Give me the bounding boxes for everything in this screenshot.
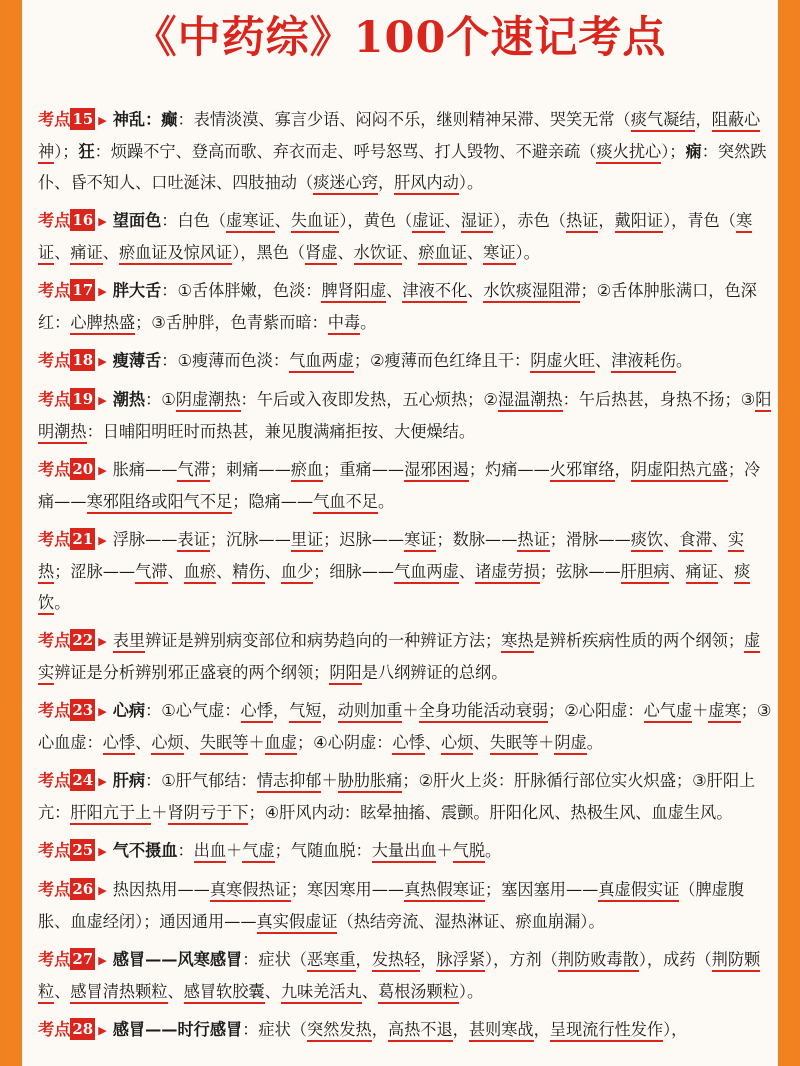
key-term: 气脱 — [453, 841, 485, 863]
page — [22, 0, 778, 1066]
exam-point-number: 22 — [72, 631, 94, 649]
exam-point-item — [38, 625, 774, 688]
body-text: ；灼痛—— — [468, 460, 550, 479]
exam-point-number: 17 — [72, 281, 94, 299]
body-text: ），赤色（ — [493, 211, 566, 230]
body-text: 、 — [444, 211, 461, 230]
body-text: 、 — [183, 733, 200, 752]
exam-point-number: 15 — [72, 110, 94, 128]
key-term: 气滞 — [177, 460, 209, 482]
body-text: （脾虚腹胀、血虚经闭）；通因通用—— — [38, 880, 745, 931]
key-term: 表里 — [113, 631, 145, 653]
key-term: 水饮证 — [354, 243, 403, 265]
body-text: ：白色（ — [161, 211, 227, 230]
exam-point-label: 考点 — [38, 950, 71, 969]
body-text: 、 — [167, 562, 184, 581]
key-term: 阻蔽心神 — [38, 110, 760, 164]
body-text: 、 — [424, 733, 442, 752]
body-text: ， — [272, 701, 290, 720]
triangle-arrow-icon: ▶ — [98, 775, 107, 788]
body-text: 、 — [274, 211, 291, 230]
key-term: 瘀血 — [291, 460, 323, 482]
key-term: 火邪窜络 — [550, 460, 615, 482]
body-text: ）； — [54, 142, 79, 161]
key-term: 寒证 — [38, 211, 752, 265]
key-term: 气短 — [289, 701, 321, 723]
exam-point-item — [38, 454, 774, 517]
triangle-arrow-icon: ▶ — [98, 355, 107, 368]
key-term: 阳明潮热 — [38, 390, 771, 444]
key-term: 热证 — [517, 530, 549, 552]
key-term: 表证 — [177, 530, 209, 552]
key-term: 水饮痰湿阻滞 — [483, 281, 580, 303]
key-term: 恶寒重 — [307, 950, 356, 972]
exam-point-label: 考点 — [38, 110, 71, 129]
topic-heading: 气不摄血 — [112, 841, 178, 860]
body-text: 、 — [402, 243, 419, 262]
key-term: 肾虚 — [305, 243, 337, 265]
topic-heading: 癫 — [161, 110, 178, 129]
triangle-arrow-icon: ▶ — [98, 534, 107, 547]
body-text: ）。 — [458, 173, 484, 192]
key-term: 寒证 — [404, 530, 436, 552]
key-term: 气虚 — [242, 841, 274, 863]
body-text: 胀痛—— — [112, 460, 178, 479]
exam-point-label: 考点 — [38, 701, 71, 720]
key-term: 食滞 — [679, 530, 711, 552]
body-text: ；弦脉—— — [539, 562, 621, 581]
body-text: ＋ — [692, 701, 709, 720]
topic-heading: 肝病 — [112, 771, 146, 790]
exam-point-label: 考点 — [38, 880, 71, 899]
topic-heading: 胖大舌 — [112, 281, 162, 300]
body-text: ， — [321, 701, 338, 720]
exam-point-number: 25 — [72, 841, 94, 859]
exam-point-number: 28 — [72, 1020, 94, 1038]
exam-point-label: 考点 — [38, 211, 71, 230]
key-term: 阴虚阳热亢盛 — [631, 460, 728, 482]
body-text: ），黄色（ — [339, 211, 413, 230]
exam-point-item — [38, 874, 774, 937]
exam-point-number: 21 — [72, 530, 94, 548]
key-term: 气血不足 — [313, 492, 378, 514]
body-text: ；滑脉—— — [549, 530, 631, 549]
body-text: ：突然跌仆、昏不知人、口吐涎沫、四肢抽动（ — [38, 142, 767, 192]
key-term: 湿温潮热 — [498, 390, 563, 412]
body-text: 。 — [675, 351, 693, 370]
key-term: 血虚 — [265, 733, 297, 755]
key-term: 真热假寒证 — [404, 880, 485, 902]
topic-heading: 感冒——风寒感冒 — [112, 950, 243, 969]
body-text: 浮脉—— — [112, 530, 178, 549]
body-text: ＋ — [248, 733, 265, 752]
exam-point-number: 27 — [72, 950, 94, 968]
body-text: 、 — [717, 562, 735, 581]
key-term: 肝风内动 — [394, 173, 459, 195]
body-text: ＋ — [402, 701, 419, 720]
body-text: ：①肝气郁结： — [145, 771, 257, 790]
topic-heading: 望面色 — [112, 211, 162, 230]
key-term: 气滞 — [135, 562, 167, 584]
key-term: 胁肋胀痛 — [338, 771, 403, 793]
body-text: ；刺痛—— — [209, 460, 291, 479]
body-text: ；④心阴虚： — [297, 733, 393, 752]
triangle-arrow-icon: ▶ — [98, 884, 107, 897]
body-text: 、 — [458, 562, 476, 581]
key-term: 心脾热盛 — [70, 313, 135, 335]
body-text: ；④肝风内动：眩晕抽搐、震颤。肝阳化风、热极生风、血虚生风。 — [248, 803, 733, 822]
body-text: 、 — [54, 982, 71, 1001]
body-text: ；③舌肿胖，色青紫而暗： — [135, 313, 328, 332]
key-term: 痛证 — [686, 562, 718, 584]
key-term: 津液耗伤 — [611, 351, 676, 373]
key-term: 动则加重 — [338, 701, 403, 723]
key-term: 失眠等 — [490, 733, 539, 755]
exam-point-number: 20 — [72, 460, 94, 478]
exam-point-number: 18 — [72, 351, 94, 369]
key-term: 呈现流行性发作 — [550, 1020, 663, 1042]
body-text: ；气随血脱： — [274, 841, 372, 860]
key-term: 阴虚 — [554, 733, 586, 755]
key-term: 寒证 — [483, 243, 515, 265]
triangle-arrow-icon: ▶ — [98, 635, 107, 648]
body-text: ， — [695, 110, 712, 129]
exam-point-label: 考点 — [38, 390, 71, 409]
body-text: ， — [377, 173, 395, 192]
key-term: 心烦 — [441, 733, 473, 755]
key-term: 肝阳亢于上 — [70, 803, 151, 825]
triangle-arrow-icon: ▶ — [98, 705, 107, 718]
body-text: ；塞因塞用—— — [485, 880, 599, 899]
key-term: 湿证 — [461, 211, 493, 233]
body-text: 、 — [337, 243, 354, 262]
key-term: 发热轻 — [372, 950, 421, 972]
exam-point-number: 24 — [72, 771, 94, 789]
body-text: ；重痛—— — [323, 460, 405, 479]
body-text: ；③心血虚： — [38, 701, 772, 752]
body-text: ， — [452, 1020, 469, 1039]
body-text: ：① — [145, 390, 176, 409]
body-text: 、 — [711, 530, 728, 549]
key-term: 荆防败毒散 — [558, 950, 639, 972]
key-term: 虚寒证 — [226, 211, 275, 233]
body-text: 、 — [54, 243, 71, 262]
exam-point-label: 考点 — [38, 631, 71, 650]
key-term: 出血 — [194, 841, 226, 863]
exam-point-number: 19 — [72, 390, 94, 408]
body-text: 。 — [586, 733, 603, 752]
key-term: 阴虚火旺 — [530, 351, 595, 373]
body-text: ；②舌体肿胀满口，色深红： — [38, 281, 757, 332]
key-term: 高热不退 — [388, 1020, 453, 1042]
body-text: 。 — [377, 492, 395, 511]
topic-heading: 感冒——时行感冒 — [112, 1020, 243, 1039]
exam-point-item — [38, 524, 774, 618]
body-text: ：日晡阳明旺时而热甚，兼见腹满痛拒按、大便燥结。 — [86, 422, 476, 441]
body-text: ；②瘦薄而色红绛且干： — [353, 351, 531, 370]
key-term: 津液不化 — [402, 281, 467, 303]
exam-point-item — [38, 1014, 774, 1046]
topic-heading: 痫 — [685, 142, 702, 161]
exam-point-item — [38, 384, 774, 447]
body-text: 、 — [467, 281, 484, 300]
key-term: 突然发热 — [307, 1020, 372, 1042]
triangle-arrow-icon: ▶ — [98, 114, 107, 127]
key-term: 虚寒 — [708, 701, 740, 723]
body-text: ；寒因寒用—— — [290, 880, 405, 899]
exam-point-label: 考点 — [38, 530, 71, 549]
key-term: 真寒假热证 — [210, 880, 291, 902]
body-text: ：①瘦薄而色淡： — [161, 351, 290, 370]
topic-heading: 瘦薄舌 — [112, 351, 162, 370]
key-term: 气血两虚 — [289, 351, 354, 373]
body-text: ），青色（ — [663, 211, 736, 230]
key-term: 痛证 — [70, 243, 102, 265]
triangle-arrow-icon: ▶ — [98, 464, 107, 477]
body-text: ：①心气虚： — [145, 701, 241, 720]
key-term: 真实假虚证 — [257, 912, 338, 934]
body-text: ， — [355, 950, 372, 969]
topic-heading: 神乱： — [112, 110, 162, 129]
body-text: ：症状（ — [242, 950, 307, 969]
body-text: ： — [177, 841, 194, 860]
body-text: ：午后或入夜即发热，五心烦热；② — [240, 390, 498, 409]
key-term: 心悸 — [392, 733, 424, 755]
exam-point-number: 16 — [72, 211, 94, 229]
exam-point-number: 26 — [72, 880, 94, 898]
body-text: 热因热用—— — [112, 880, 210, 899]
body-text: ）。 — [515, 243, 540, 262]
triangle-arrow-icon: ▶ — [98, 1024, 107, 1037]
key-term: 痰饮 — [38, 562, 750, 615]
body-text: ＋ — [538, 733, 555, 752]
body-text: ， — [533, 1020, 550, 1039]
exam-point-label: 考点 — [38, 460, 71, 479]
key-term: 阴阳 — [329, 663, 361, 685]
exam-point-label: 考点 — [38, 841, 71, 860]
key-term: 脾肾阳虚 — [321, 281, 386, 303]
body-text: 。 — [54, 593, 71, 612]
body-text: ）。 — [458, 982, 484, 1001]
key-term: 失眠等 — [200, 733, 249, 755]
key-term: 热证 — [566, 211, 598, 233]
body-text: ；细脉—— — [313, 562, 395, 581]
exam-point-number: 23 — [72, 701, 94, 719]
key-term: 痰饮 — [631, 530, 663, 552]
key-term: 全身功能活动衰弱 — [419, 701, 549, 723]
topic-heading: 狂 — [78, 142, 95, 161]
key-term: 阴虚潮热 — [176, 390, 241, 412]
key-term: 血少 — [281, 562, 313, 584]
body-text: 辨证是辨别病变部位和病势趋向的一种辨证方法； — [145, 631, 502, 650]
key-term: 虚实 — [38, 631, 760, 685]
exam-point-item — [38, 835, 774, 867]
key-term: 寒热 — [501, 631, 533, 653]
body-text: ：午后热甚，身热不扬；③ — [562, 390, 756, 409]
key-term: 虚证 — [412, 211, 444, 233]
topic-heading: 心病 — [112, 701, 146, 720]
body-text: 、 — [135, 733, 152, 752]
content-list — [38, 104, 774, 1053]
triangle-arrow-icon: ▶ — [98, 845, 107, 858]
exam-point-item — [38, 944, 774, 1007]
body-text: ）， — [663, 1020, 688, 1039]
body-text: 、 — [361, 982, 378, 1001]
key-term: 心气虚 — [644, 701, 693, 723]
body-text: ， — [420, 950, 437, 969]
body-text: ），方剂（ — [485, 950, 558, 969]
key-term: 心烦 — [151, 733, 183, 755]
key-term: 瘀血证 — [418, 243, 467, 265]
body-text: 、 — [663, 530, 680, 549]
body-text: 是八纲辨证的总纲。 — [361, 663, 508, 682]
body-text: ；②心阳虚： — [548, 701, 644, 720]
body-text: ：症状（ — [242, 1020, 307, 1039]
body-text: ， — [614, 460, 631, 479]
key-term: 心悸 — [241, 701, 273, 723]
key-term: 九味羌活丸 — [281, 982, 362, 1004]
body-text: 、 — [669, 562, 686, 581]
body-text: ；涩脉—— — [54, 562, 136, 581]
key-term: 中毒 — [328, 313, 360, 335]
body-text: ， — [371, 1020, 388, 1039]
page-title: 《中药综》100个速记考点 — [133, 13, 667, 63]
body-text: ， — [598, 211, 615, 230]
exam-point-item — [38, 345, 774, 377]
body-text: ；数脉—— — [436, 530, 518, 549]
key-term: 甚则寒战 — [469, 1020, 534, 1042]
key-term: 血瘀 — [184, 562, 216, 584]
body-text: 、 — [473, 733, 490, 752]
body-text: 是辨析疾病性质的两个纲领； — [533, 631, 745, 650]
key-term: 湿邪困遏 — [404, 460, 469, 482]
key-term: 戴阳证 — [615, 211, 664, 233]
exam-point-label: 考点 — [38, 281, 71, 300]
key-term: 荆防颗粒 — [38, 950, 760, 1004]
exam-point-item — [38, 205, 774, 268]
key-term: 大量出血 — [372, 841, 437, 863]
key-term: 感冒清热颗粒 — [70, 982, 167, 1004]
body-text: 、 — [167, 982, 184, 1001]
exam-point-item — [38, 104, 774, 198]
body-text: 、 — [386, 281, 403, 300]
key-term: 心悸 — [103, 733, 135, 755]
exam-point-item — [38, 695, 774, 758]
body-text: 、 — [216, 562, 233, 581]
triangle-arrow-icon: ▶ — [98, 215, 107, 228]
exam-point-item — [38, 275, 774, 338]
body-text: ）； — [661, 142, 686, 161]
body-text: 辨证是分析辨别邪正盛衰的两个纲领； — [54, 663, 330, 682]
key-term: 真虚假实证 — [598, 880, 679, 902]
body-text: ；冷痛—— — [38, 460, 761, 511]
key-term: 痰迷心窍 — [313, 173, 378, 195]
exam-point-item — [38, 765, 774, 828]
key-term: 痰气凝结 — [631, 110, 696, 132]
body-text: ；沉脉—— — [209, 530, 291, 549]
body-text: ＋ — [226, 841, 243, 860]
key-term: 肾阴亏于下 — [168, 803, 249, 825]
body-text: 、 — [595, 351, 612, 370]
exam-point-label: 考点 — [38, 351, 71, 370]
body-text: ；隐痛—— — [232, 492, 314, 511]
key-term: 失血证 — [291, 211, 340, 233]
exam-point-label: 考点 — [38, 771, 71, 790]
topic-heading: 潮热 — [112, 390, 146, 409]
key-term: 痰火扰心 — [596, 142, 661, 164]
body-text: ＋ — [151, 803, 168, 822]
key-term: 肝胆病 — [621, 562, 670, 584]
body-text: ），黑色（ — [232, 243, 306, 262]
key-term: 脉浮紧 — [436, 950, 485, 972]
body-text: 。 — [485, 841, 502, 860]
exam-point-label: 考点 — [38, 1020, 71, 1039]
body-text: ：①舌体胖嫩，色淡： — [161, 281, 322, 300]
body-text: 。 — [360, 313, 377, 332]
body-text: 、 — [466, 243, 484, 262]
key-term: 实热 — [38, 530, 744, 584]
body-text: ：表情淡漠、寡言少语、闷闷不乐，继则精神呆滞、哭笑无常（ — [177, 110, 631, 129]
key-term: 感冒软胶囊 — [184, 982, 265, 1004]
body-text: ＋ — [321, 771, 338, 790]
triangle-arrow-icon: ▶ — [98, 285, 107, 298]
body-text: 、 — [264, 562, 281, 581]
body-text: （热结旁流、湿热淋证、瘀血崩漏）。 — [337, 912, 605, 931]
triangle-arrow-icon: ▶ — [98, 394, 107, 407]
body-text: ），成药（ — [638, 950, 712, 969]
key-term: 精伤 — [232, 562, 264, 584]
body-text: 、 — [264, 982, 281, 1001]
body-text: 、 — [102, 243, 119, 262]
key-term: 气血两虚 — [394, 562, 459, 584]
body-text: ＋ — [436, 841, 453, 860]
key-term: 情志抑郁 — [257, 771, 322, 793]
triangle-arrow-icon: ▶ — [98, 954, 107, 967]
body-text: ；迟脉—— — [323, 530, 405, 549]
key-term: 寒邪阻络或阳气不足 — [87, 492, 233, 514]
body-text: ；②肝火上炎：肝脉循行部位实火炽盛；③肝阳上亢： — [38, 771, 756, 822]
key-term: 葛根汤颗粒 — [378, 982, 459, 1004]
body-text: ：烦躁不宁、登高而歌、弃衣而走、呼号怒骂、打人毁物、不避亲疏（ — [94, 142, 597, 161]
key-term: 瘀血证及惊风证 — [119, 243, 232, 265]
key-term: 里证 — [291, 530, 323, 552]
key-term: 诸虚劳损 — [475, 562, 540, 584]
